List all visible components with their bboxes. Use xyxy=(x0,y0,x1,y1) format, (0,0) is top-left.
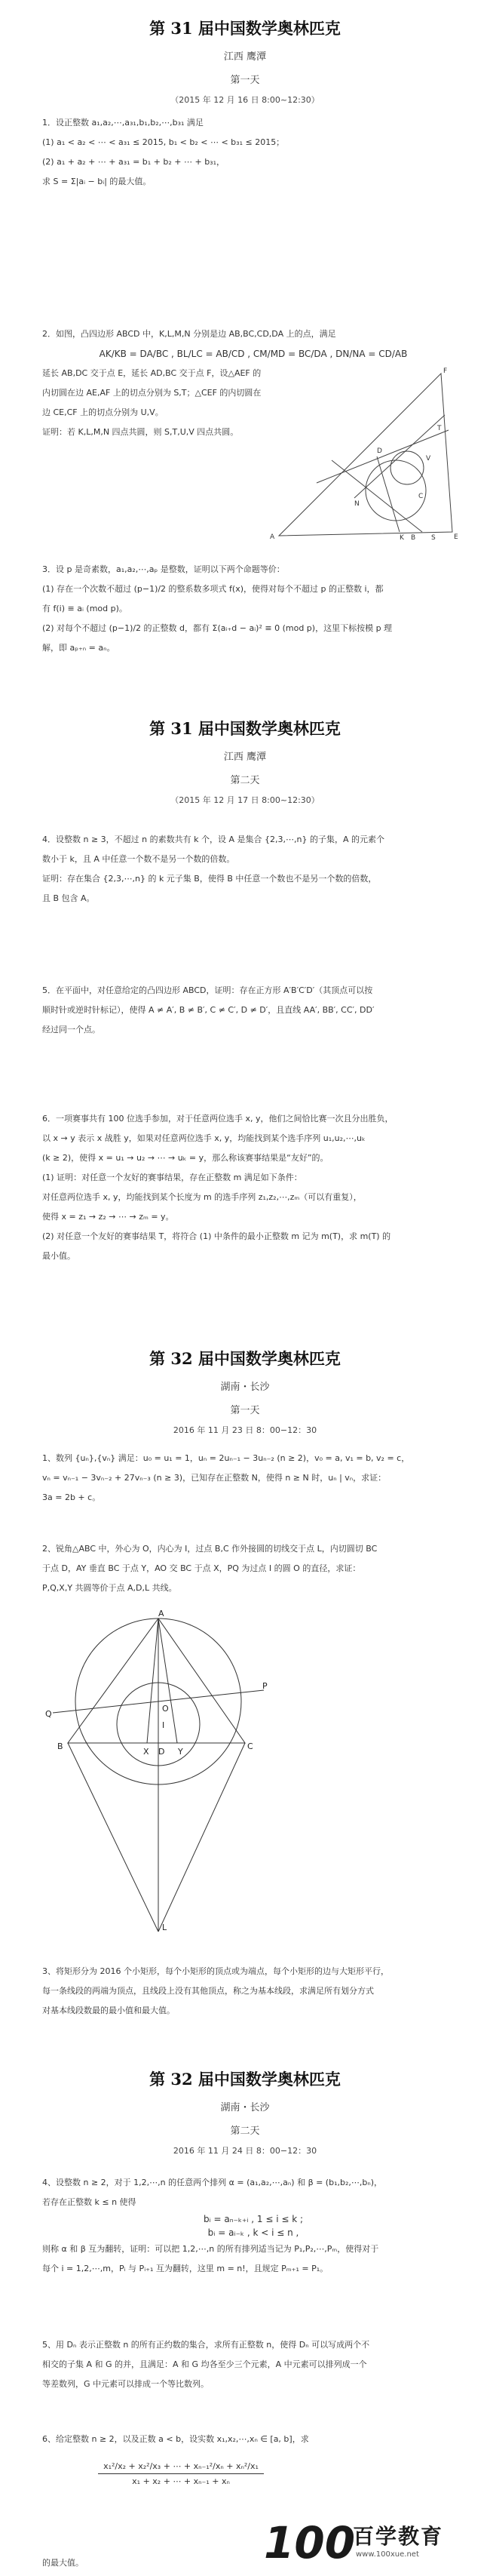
day3-title: 第 32 届中国数学奥林匹克 xyxy=(149,1349,341,1368)
day2-day: 第二天 xyxy=(230,775,260,786)
day4-place: 湖南・长沙 xyxy=(220,2102,270,2113)
day3-header xyxy=(0,1347,490,1436)
figure-circle xyxy=(390,451,424,484)
watermark-brand: 百学教育 xyxy=(353,2524,444,2549)
line-ay xyxy=(158,1618,177,1743)
label-p: P xyxy=(262,1681,268,1691)
fraction-formula xyxy=(98,2461,264,2486)
watermark-url: www.100xue.net xyxy=(356,2550,419,2559)
text-line: 以 x → y 表示 x 战胜 y，如果对任意两位选手 x, y，均能找到某个选手序列 u₁,u₂,⋯,uₖ xyxy=(42,1133,366,1143)
text-line: 4．设整数 n ≥ 3，不超过 n 的素数共有 k 个，设 A 是集合 {2,3,⋯,n} 的子集，A 的元素个 xyxy=(42,835,384,844)
text-line: 于点 D，AY 垂直 BC 于点 Y，AO 交 BC 于点 X，PQ 为过点 I 的圆 O 的直径，求证： xyxy=(42,1563,361,1573)
text-line: 且 B 包含 A。 xyxy=(42,893,95,903)
problem-7 xyxy=(42,1449,464,1508)
text-line: 有 f(i) ≡ aᵢ (mod p)。 xyxy=(42,604,127,613)
text-line: 求 S = Σ|aᵢ − bᵢ| 的最大值。 xyxy=(42,177,152,186)
text-line: (2) 对每个不超过 (p−1)/2 的正整数 d，都有 Σ(aᵢ₊d − aᵢ)² ≡ 0 (mod p)，这里下标按模 p 理 xyxy=(42,623,393,633)
label-y: Y xyxy=(178,1747,183,1757)
text-line: P,Q,X,Y 共圆等价于点 A,D,L 共线。 xyxy=(42,1583,177,1593)
watermark-logo xyxy=(264,2513,467,2568)
tangent-line-c xyxy=(158,1743,245,1932)
problem-10 xyxy=(42,2173,464,2279)
label-x: X xyxy=(143,1747,149,1757)
circle-geometry-figure xyxy=(45,1609,271,1939)
text-line: 内切圆在边 AE,AF 上的切点分别为 S,T；△CEF 的内切圆在 xyxy=(42,388,262,398)
figure-line xyxy=(332,460,422,532)
text-line: 每个 i = 1,2,⋯,m，Pᵢ 与 Pᵢ₊₁ 互为翻转，这里 m = n!，且规定 Pₘ₊₁ = P₁。 xyxy=(42,2264,329,2273)
fraction-denominator: x₁ + x₂ + ⋯ + xₙ₋₁ + xₙ xyxy=(132,2476,230,2486)
problem-5 xyxy=(42,981,464,1040)
text-line: vₙ = vₙ₋₁ − 3vₙ₋₂ + 27vₙ₋₃ (n ≥ 3)，已知存在正整数 N，使得 n ≥ N 时，uₙ | vₙ，求证： xyxy=(42,1473,387,1483)
day3-day: 第一天 xyxy=(230,1405,260,1416)
figure-line xyxy=(354,415,445,498)
label-i: I xyxy=(162,1720,165,1730)
text-line: 最小值。 xyxy=(42,1251,75,1261)
piecewise-formula-2: bᵢ = aᵢ₋ₖ , k < i ≤ n , xyxy=(207,2227,299,2238)
figure-label: V xyxy=(426,455,431,463)
logo-100-icon xyxy=(264,2513,356,2568)
problem-9 xyxy=(42,1962,464,2021)
figure-label: B xyxy=(411,534,416,542)
text-line: 使得 x = z₁ → z₂ → ⋯ → zₘ = y。 xyxy=(42,1212,174,1222)
text-line: 3a = 2b + c。 xyxy=(42,1492,101,1502)
day2-date: （2015 年 12 月 17 日 8:00~12:30） xyxy=(170,795,320,805)
figure-label: F xyxy=(443,367,448,375)
text-line: (2) a₁ + a₂ + ⋯ + a₃₁ = b₁ + b₂ + ⋯ + b₃₁， xyxy=(42,157,225,167)
text-line: 2、锐角△ABC 中，外心为 O，内心为 I，过点 B,C 作外接圆的切线交于点 L，内切圆切 BC xyxy=(42,1544,378,1554)
text-line: 对基本线段数最的最小值和最大值。 xyxy=(42,2006,175,2015)
day1-day: 第一天 xyxy=(230,75,260,86)
text-line: 5．在平面中，对任意给定的凸四边形 ABCD，证明：存在正方形 A′B′C′D′（其顶点可以按 xyxy=(42,985,373,995)
text-line: 延长 AB,DC 交于点 E，延长 AD,BC 交于点 F，设△AEF 的 xyxy=(42,368,262,378)
text-line: 顺时针或逆时针标记），使得 A ≠ A′, B ≠ B′, C ≠ C′, D ≠ D′，且直线 AA′, BB′, CC′, DD′ xyxy=(42,1005,375,1015)
text-line: 解，即 aₚ₊ₙ = aₙ。 xyxy=(42,643,115,653)
text-line: 6、给定整数 n ≥ 2，以及正数 a < b，设实数 x₁,x₂,⋯,xₙ ∈ [a, b]，求 xyxy=(42,2434,309,2444)
line-ax xyxy=(147,1618,158,1743)
label-a: A xyxy=(158,1609,164,1618)
problem-12 xyxy=(42,2430,464,2449)
text-line: 等差数列，G 中元素可以排成一个等比数列。 xyxy=(42,2379,210,2389)
figure-label: D xyxy=(377,447,382,455)
label-d: D xyxy=(158,1747,165,1757)
problem-3 xyxy=(42,560,464,658)
problem-11 xyxy=(42,2335,464,2394)
quadrilateral-figure xyxy=(264,367,467,551)
text-line: 若存在正整数 k ≤ n 使得 xyxy=(42,2197,136,2207)
day4-day: 第二天 xyxy=(230,2126,260,2137)
day4-title: 第 32 届中国数学奥林匹克 xyxy=(149,2070,341,2089)
text-line: 的最大值。 xyxy=(42,2558,84,2568)
text-line: 证明：若 K,L,M,N 四点共圆，则 S,T,U,V 四点共圆。 xyxy=(42,427,239,437)
text-line: 4、设整数 n ≥ 2，对于 1,2,⋯,n 的任意两个排列 α = (a₁,a₂,⋯,aₙ) 和 β = (b₁,b₂,⋯,bₙ)， xyxy=(42,2178,383,2187)
figure-label: T xyxy=(437,425,442,432)
text-line: 则称 α 和 β 互为翻转，证明：可以把 1,2,⋯,n 的所有排列适当记为 P₁,P₂,⋯,Pₘ，使得对于 xyxy=(42,2244,379,2254)
day1-date: （2015 年 12 月 16 日 8:00~12:30） xyxy=(170,95,320,105)
figure-label: C xyxy=(418,493,424,500)
figure-label: S xyxy=(431,534,436,542)
day2-place: 江西 鹰潭 xyxy=(223,752,267,763)
text-line: (1) 存在一个次数不超过 (p−1)/2 的整系数多项式 f(x)，使得对每个不超过 p 的正整数 i，都 xyxy=(42,584,384,594)
day1-title: 第 31 届中国数学奥林匹克 xyxy=(149,19,341,38)
label-q: Q xyxy=(45,1709,52,1719)
fraction-numerator: x₁²/x₂ + x₂²/x₃ + ⋯ + xₙ₋₁²/xₙ + xₙ²/x₁ xyxy=(98,2461,264,2474)
text-line: 1、数列 {uₙ},{vₙ} 满足：u₀ = u₁ = 1，uₙ = 2uₙ₋₁ − 3uₙ₋₂ (n ≥ 2)，v₀ = a, v₁ = b, v₂ = c， xyxy=(42,1453,410,1463)
problem-4 xyxy=(42,830,464,908)
text-line: (k ≥ 2)，使得 x = u₁ → u₂ → ⋯ → uₖ = y，那么称该赛事结果是“友好”的。 xyxy=(42,1153,329,1163)
label-o: O xyxy=(162,1704,169,1714)
day1-place: 江西 鹰潭 xyxy=(223,51,267,63)
text-line: 3、将矩形分为 2016 个小矩形，每个小矩形的顶点或为端点，每个小矩形的边与大矩形平行， xyxy=(42,1966,389,1976)
day2-title: 第 31 届中国数学奥林匹克 xyxy=(149,719,341,738)
figure-circle xyxy=(366,460,426,521)
text-line: 数小于 k，且 A 中任意一个数不是另一个数的倍数。 xyxy=(42,854,235,864)
day2-header xyxy=(0,717,490,806)
label-l: L xyxy=(162,1923,167,1932)
text-line: 6．一项赛事共有 100 位选手参加，对于任意两位选手 x, y，他们之间恰比赛一次且分出胜负， xyxy=(42,1114,394,1124)
day3-place: 湖南・长沙 xyxy=(220,1382,270,1393)
text-line: 3．设 p 是奇素数，a₁,a₂,⋯,aₚ 是整数，证明以下两个命题等价： xyxy=(42,564,285,574)
text-line: (1) a₁ < a₂ < ⋯ < a₃₁ ≤ 2015, b₁ < b₂ < ⋯ < b₃₁ ≤ 2015； xyxy=(42,137,285,147)
problem-8 xyxy=(42,1539,464,1598)
text-line: 1．设正整数 a₁,a₂,⋯,a₃₁,b₁,b₂,⋯,b₃₁ 满足 xyxy=(42,118,204,128)
figure-label: A xyxy=(270,533,275,541)
text-line: 边 CE,CF 上的切点分别为 U,V。 xyxy=(42,407,164,417)
ratio-formula: AK/KB = DA/BC , BL/LC = AB/CD , CM/MD = BC/DA , DN/NA = CD/AB xyxy=(99,349,408,359)
figure-label: K xyxy=(400,534,404,542)
piecewise-formula-1: bᵢ = aₙ₋ₖ₊ᵢ , 1 ≤ i ≤ k ; xyxy=(203,2214,304,2224)
problem-6 xyxy=(42,1109,464,1266)
text-line: 每一条线段的两端为顶点，且线段上没有其他顶点，称之为基本线段，求满足所有划分方式 xyxy=(42,1986,374,1996)
text-line: (2) 对任意一个友好的赛事结果 T，将符合 (1) 中条件的最小正整数 m 记为 m(T)，求 m(T) 的 xyxy=(42,1231,391,1241)
label-c: C xyxy=(247,1741,253,1751)
day3-date: 2016 年 11 月 23 日 8：00−12：30 xyxy=(173,1425,317,1435)
text-line: 5、用 Dₙ 表示正整数 n 的所有正约数的集合，求所有正整数 n，使得 Dₙ 可以写成两个不 xyxy=(42,2340,370,2350)
day4-header xyxy=(0,2067,490,2156)
day4-date: 2016 年 11 月 24 日 8：00−12：30 xyxy=(173,2146,317,2156)
logo-digits: 100 xyxy=(264,2517,356,2568)
text-line: 对任意两位选手 x, y，均能找到某个长度为 m 的选手序列 z₁,z₂,⋯,zₘ（可以有重复）， xyxy=(42,1192,362,1202)
text-line: 经过同一个点。 xyxy=(42,1025,100,1034)
label-b: B xyxy=(57,1741,63,1751)
text-line: 2．如图，凸四边形 ABCD 中，K,L,M,N 分别是边 AB,BC,CD,DA 上的点，满足 xyxy=(42,329,336,339)
text-line: (1) 证明：对任意一个友好的赛事结果，存在正整数 m 满足如下条件： xyxy=(42,1173,302,1182)
text-line: 证明：存在集合 {2,3,⋯,n} 的 k 元子集 B，使得 B 中任意一个数也不是另一个数的倍数， xyxy=(42,874,377,884)
text-line: 相交的子集 A 和 G 的并，且满足：A 和 G 均各至少三个元素，A 中元素可以排列成一个 xyxy=(42,2359,367,2369)
figure-label: N xyxy=(354,500,360,508)
figure-label: E xyxy=(454,533,458,541)
problem-1 xyxy=(42,113,464,192)
day1-header xyxy=(0,17,490,106)
